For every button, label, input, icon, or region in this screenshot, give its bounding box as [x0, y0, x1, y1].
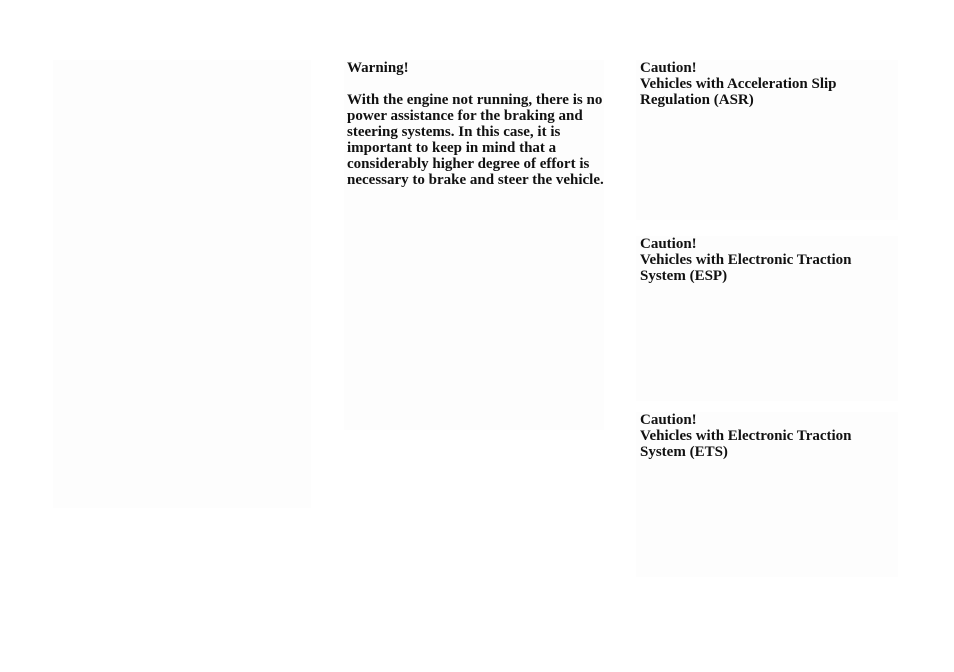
- caution-title: Caution!: [640, 236, 697, 252]
- caution-subtitle: Vehicles with Electronic Traction System (ETS): [640, 428, 852, 460]
- left-column-panel: [53, 60, 311, 508]
- caution-title: Caution!: [640, 412, 697, 428]
- caution-block-asr: [640, 60, 890, 108]
- caution-block-ets: [640, 412, 890, 460]
- caution-subtitle: Vehicles with Acceleration Slip Regulation (ASR): [640, 76, 837, 108]
- caution-block-esp: [640, 236, 890, 284]
- caution-subtitle: Vehicles with Electronic Traction System (ESP): [640, 252, 852, 284]
- warning-title: Warning!: [347, 60, 409, 76]
- warning-block: [347, 60, 609, 188]
- caution-title: Caution!: [640, 60, 697, 76]
- warning-body: With the engine not running, there is no power assistance for the braking and steering systems. In this case, it is important to keep in mind that a considerably higher degree of effort is necessary to brake and steer the vehicle.: [347, 92, 604, 188]
